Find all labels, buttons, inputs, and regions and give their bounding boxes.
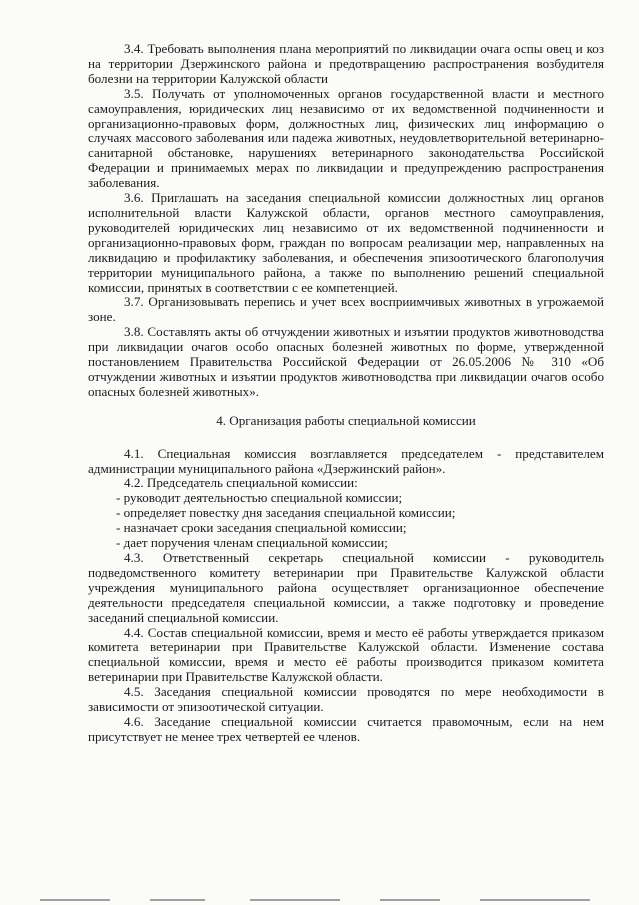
list-item: - дает поручения членам специальной комиссии; [116, 535, 388, 551]
paragraph-3-5: 3.5. Получать от уполномоченных органов государственной власти и местного самоуправления, юридических лиц независимо от их ведомственной подчиненности и организационно-правовых форм, должностных лиц, физических лиц информацию о случаях массового заболевания или падежа животных, неудовлетворительной ветеринарно-санитарной обстановке, нарушениях ветеринарного законодательства Российской Федерации и принимаемых мерах по ликвидации и предупреждению распространения заболевания. [88, 85, 604, 191]
scan-mark [40, 899, 110, 901]
section-heading: 4. Организация работы специальной комиссии [216, 412, 476, 428]
paragraph-3-6: 3.6. Приглашать на заседания специальной комиссии должностных лиц органов исполнительной власти Калужской области, органов местного самоуправления, руководителей юридических лиц независимо от их ведомственной подчиненности и организационно-правовых форм, граждан по вопросам реализации мер, направленных на ликвидацию и профилактику заболевания, и обеспечения эпизоотического благополучия территории муниципального района, а также по выполнению решений специальной комиссии, принятых в соответствии с ее компетенцией. [88, 190, 604, 295]
paragraph-4-4: 4.4. Состав специальной комиссии, время и место её работы утверждается приказом комитета ветеринарии при Правительстве Калужской области. Изменение состава специальной комиссии, время и место её работы производится приказом комитета ветеринарии при Правительстве Калужской области. [88, 624, 604, 685]
scan-mark [480, 899, 590, 901]
paragraph-3-8: 3.8. Составлять акты об отчуждении животных и изъятии продуктов животноводства при ликвидации очагов особо опасных болезней животных по форме, утвержденной постановлением Правительства Российской Федерации от 26.05.2006 № 310 «Об отчуждении животных и изъятии продуктов животноводства при ликвидации очагов особо опасных болезней животных». [88, 324, 604, 399]
paragraph-4-5: 4.5. Заседания специальной комиссии проводятся по мере необходимости в зависимости от эпизоотической ситуации. [88, 684, 604, 715]
paragraph-4-3: 4.3. Ответственный секретарь специальной комиссии - руководитель подведомственного комитету ветеринарии при Правительстве Калужской области учреждения муниципального района осуществляет организационное обеспечение деятельности председателя специальной комиссии, а также подготовку и проведение заседаний специальной комиссии. [88, 550, 604, 625]
paragraph-4-1: 4.1. Специальная комиссия возглавляется председателем - представителем администрации муниципального района «Дзержинский район». [88, 445, 604, 476]
paragraph-3-7: 3.7. Организовывать перепись и учет всех восприимчивых животных в угрожаемой зоне. [88, 294, 604, 325]
paragraph-4-2: 4.2. Председатель специальной комиссии: [124, 475, 358, 491]
paragraph-4-6: 4.6. Заседание специальной комиссии считается правомочным, если на нем присутствует не менее трех четвертей ее членов. [88, 713, 604, 744]
list-item: - определяет повестку дня заседания специальной комиссии; [116, 505, 456, 521]
scan-mark [150, 899, 205, 901]
document-body [88, 42, 604, 745]
scan-mark [380, 899, 440, 901]
list-item: - назначает сроки заседания специальной комиссии; [116, 520, 407, 536]
scan-bottom-edge [0, 893, 639, 905]
paragraph-3-4: 3.4. Требовать выполнения плана мероприятий по ликвидации очага оспы овец и коз на территории Дзержинского района и предотвращению распространения возбудителя болезни на территории Калужской области [88, 41, 604, 86]
list-item: - руководит деятельностью специальной комиссии; [116, 490, 403, 506]
scan-mark [250, 899, 340, 901]
